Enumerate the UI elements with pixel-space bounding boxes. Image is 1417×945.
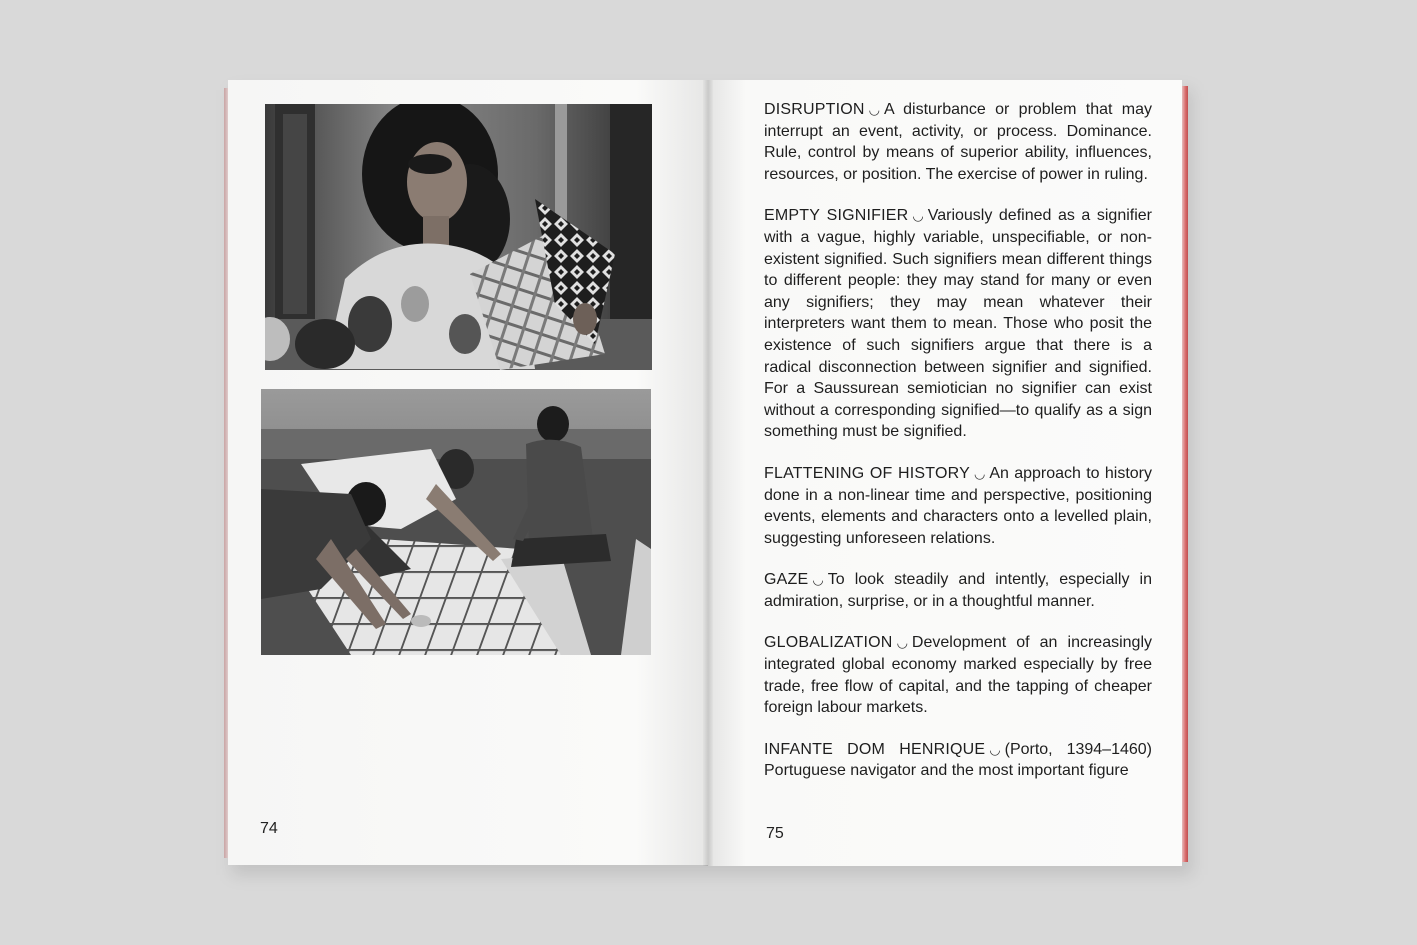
glossary-entry-gaze (764, 569, 1152, 612)
entry-mark-icon: ◡ (868, 102, 881, 117)
photo-people-painting-on-lawn (261, 389, 651, 655)
glossary-entry-globalization (764, 632, 1152, 718)
entry-term: FLATTENING OF HISTORY (764, 464, 970, 482)
photo-woman-with-pillow (265, 104, 652, 370)
entry-mark-icon: ◡ (973, 465, 986, 481)
entry-mark-icon: ◡ (912, 208, 924, 224)
glossary-entry-disruption (764, 99, 1152, 185)
entry-term: EMPTY SIGNIFIER (764, 207, 909, 225)
entry-mark-icon: ◡ (896, 635, 908, 651)
page-number-right: 75 (766, 825, 784, 842)
entry-term: GAZE (764, 571, 809, 589)
page-number-left: 74 (260, 820, 278, 837)
entry-body: A disturbance or problem that may interrupt an event, activity, or process. Dominance. Rule, control by means of superior ability, influences, resources, or position. The exercise of power in ruling. (764, 101, 1152, 183)
glossary-entry-flattening-of-history (764, 463, 1152, 549)
entry-term: DISRUPTION (764, 101, 865, 118)
entry-mark-icon: ◡ (812, 572, 824, 588)
entry-body: Development of an increasingly integrated global economy marked especially by free trade, free flow of capital, and the tapping of cheaper foreign labour markets. (764, 634, 1152, 717)
entry-body: To look steadily and intently, especially in admiration, surprise, or in a thoughtful manner. (764, 571, 1152, 610)
glossary-entry-infante-dom-henrique (764, 739, 1152, 782)
entry-body: An approach to history done in a non-linear time and perspective, positioning events, elements and characters onto a levelled plain, suggesting unforeseen relations. (764, 464, 1153, 547)
entry-term: INFANTE DOM HENRIQUE (764, 740, 986, 758)
glossary-column (764, 99, 1152, 802)
glossary-entry-empty-signifier (764, 205, 1152, 443)
entry-body: Variously defined as a signifier with a vague, highly variable, unspecifiable, or non-existent signified. Such signifiers mean different things to different people: they may stand for many or even any signifiers; they may mean whatever their interpreters want them to mean. Those who posit the existence of such signifiers argue that there is a radical disconnection between signifier and signified. For a Saussurean semiotician no signifier can exist without a corresponding signified—to qualify as a sign something must be signified. (764, 207, 1152, 441)
book-gutter (703, 80, 713, 866)
entry-body: (Porto, 1394–1460) Portuguese navigator and the most important figure (764, 740, 1152, 780)
entry-mark-icon: ◡ (989, 741, 1001, 757)
entry-term: GLOBALIZATION (764, 634, 893, 652)
